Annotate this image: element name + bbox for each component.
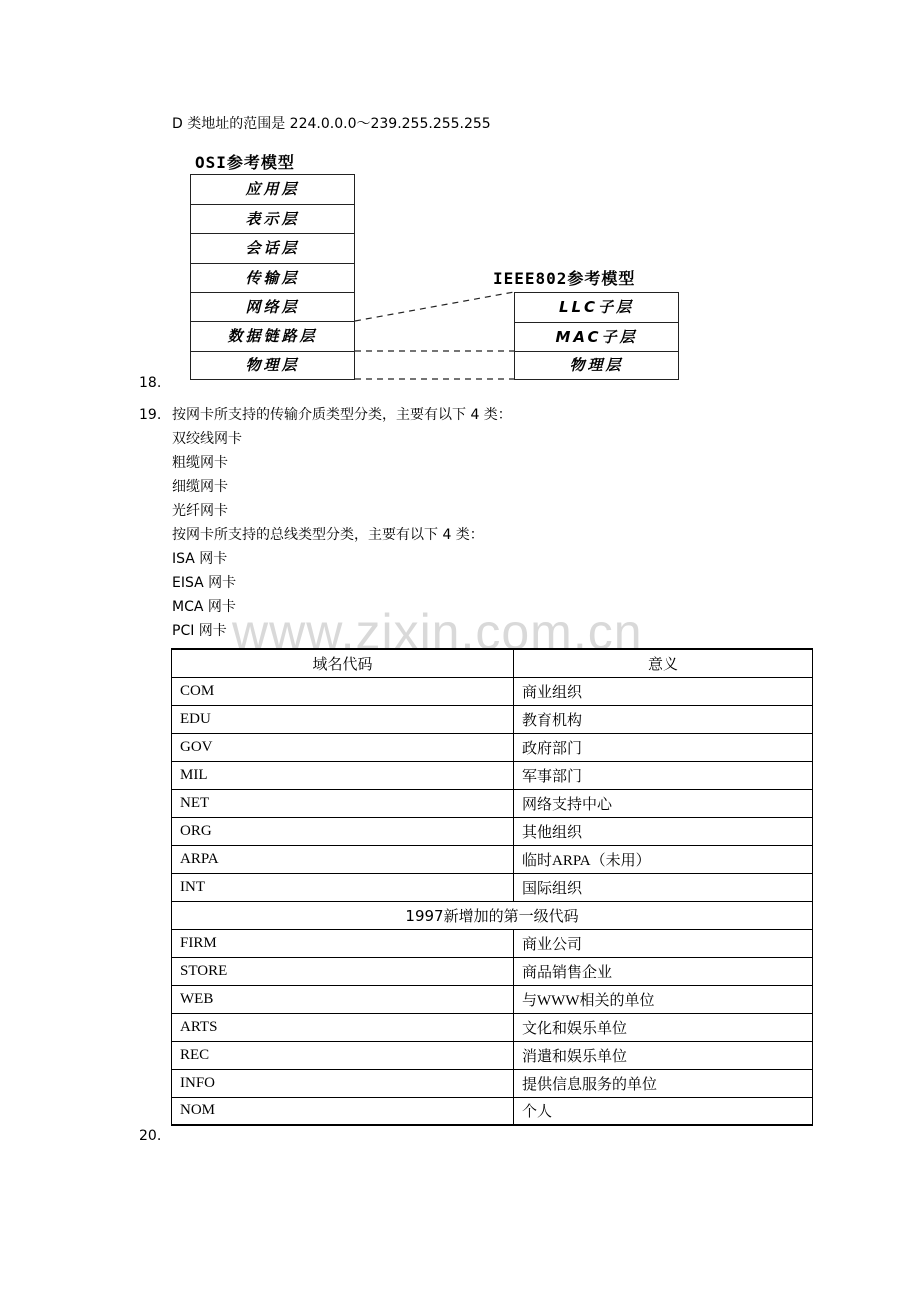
ieee-layer-mac: MAC子层 — [515, 323, 678, 352]
table-row — [172, 705, 813, 733]
table-row — [172, 985, 813, 1013]
domain-meaning-cell: 文化和娱乐单位 — [514, 1013, 813, 1041]
table-section-row — [172, 901, 813, 929]
domain-code-cell: WEB — [172, 985, 514, 1013]
header-meaning: 意义 — [514, 649, 813, 677]
header-domain-code: 域名代码 — [172, 649, 514, 677]
table-row — [172, 873, 813, 901]
osi-model-title: OSI参考模型 — [195, 153, 295, 172]
nic-media-item: 细缆网卡 — [172, 479, 228, 495]
table-row — [172, 957, 813, 985]
nic-media-item: 粗缆网卡 — [172, 455, 228, 471]
table-row — [172, 1041, 813, 1069]
domain-code-cell: ARPA — [172, 845, 514, 873]
ieee-layer-physical: 物理层 — [569, 356, 624, 374]
domain-meaning-cell: 教育机构 — [514, 705, 813, 733]
domain-code-cell: MIL — [172, 761, 514, 789]
domain-meaning-cell: 网络支持中心 — [514, 789, 813, 817]
nic-bus-item: PCI 网卡 — [172, 623, 227, 639]
domain-meaning-cell: 个人 — [514, 1097, 813, 1125]
item-number-18: 18. — [139, 375, 162, 391]
table-row — [172, 1013, 813, 1041]
table-row — [172, 1097, 813, 1125]
domain-code-cell: ARTS — [172, 1013, 514, 1041]
domain-code-cell: INFO — [172, 1069, 514, 1097]
osi-layer-network: 网络层 — [191, 293, 354, 322]
osi-layer-data-link: 数据链路层 — [191, 322, 354, 352]
nic-media-item: 双绞线网卡 — [172, 431, 242, 447]
domain-code-cell: INT — [172, 873, 514, 901]
d-class-range-text: D 类地址的范围是 224.0.0.0～239.255.255.255 — [172, 116, 491, 132]
ieee802-model-title: IEEE802参考模型 — [493, 269, 636, 288]
table-row — [172, 929, 813, 957]
domain-code-cell: ORG — [172, 817, 514, 845]
domain-meaning-cell: 商业组织 — [514, 677, 813, 705]
domain-code-cell: GOV — [172, 733, 514, 761]
osi-layer-physical: 物理层 — [245, 356, 300, 374]
diagram-connector-lines — [0, 0, 920, 400]
item-number-20: 20. — [139, 1128, 162, 1144]
domain-meaning-cell: 商业公司 — [514, 929, 813, 957]
domain-meaning-cell: 临时ARPA（未用） — [514, 845, 813, 873]
table-header-row — [172, 649, 813, 677]
osi-layer-transport: 传输层 — [191, 264, 354, 293]
domain-meaning-cell: 商品销售企业 — [514, 957, 813, 985]
nic-bus-item: ISA 网卡 — [172, 551, 228, 567]
table-row — [172, 677, 813, 705]
nic-bus-intro: 按网卡所支持的总线类型分类，主要有以下 4 类： — [172, 527, 484, 543]
domain-code-cell: NET — [172, 789, 514, 817]
domain-code-cell: NOM — [172, 1097, 514, 1125]
osi-layer-session: 会话层 — [191, 234, 354, 264]
table-row — [172, 1069, 813, 1097]
domain-meaning-cell: 政府部门 — [514, 733, 813, 761]
nic-bus-item: EISA 网卡 — [172, 575, 237, 591]
table-row — [172, 789, 813, 817]
nic-media-item: 光纤网卡 — [172, 503, 228, 519]
osi-layer-application: 应用层 — [191, 175, 354, 205]
domain-meaning-cell: 国际组织 — [514, 873, 813, 901]
watermark: www.zixin.com.cn — [232, 604, 643, 660]
ieee-layer-llc: LLC子层 — [515, 293, 678, 323]
domain-code-cell: REC — [172, 1041, 514, 1069]
domain-meaning-cell: 消遣和娱乐单位 — [514, 1041, 813, 1069]
domain-meaning-cell: 军事部门 — [514, 761, 813, 789]
item-number-19: 19. — [139, 407, 162, 423]
domain-code-cell: STORE — [172, 957, 514, 985]
nic-bus-item: MCA 网卡 — [172, 599, 236, 615]
section-title-cell: 1997新增加的第一级代码 — [172, 901, 813, 929]
domain-meaning-cell: 提供信息服务的单位 — [514, 1069, 813, 1097]
domain-code-cell: EDU — [172, 705, 514, 733]
domain-code-cell: COM — [172, 677, 514, 705]
table-row — [172, 733, 813, 761]
domain-code-cell: FIRM — [172, 929, 514, 957]
table-row — [172, 761, 813, 789]
osi-layer-presentation: 表示层 — [191, 205, 354, 234]
domain-meaning-cell: 其他组织 — [514, 817, 813, 845]
domain-meaning-cell: 与WWW相关的单位 — [514, 985, 813, 1013]
table-row — [172, 845, 813, 873]
domain-code-table — [171, 648, 813, 1126]
nic-media-intro: 按网卡所支持的传输介质类型分类，主要有以下 4 类： — [172, 407, 512, 423]
connector-datalink-top — [355, 292, 514, 321]
table-row — [172, 817, 813, 845]
